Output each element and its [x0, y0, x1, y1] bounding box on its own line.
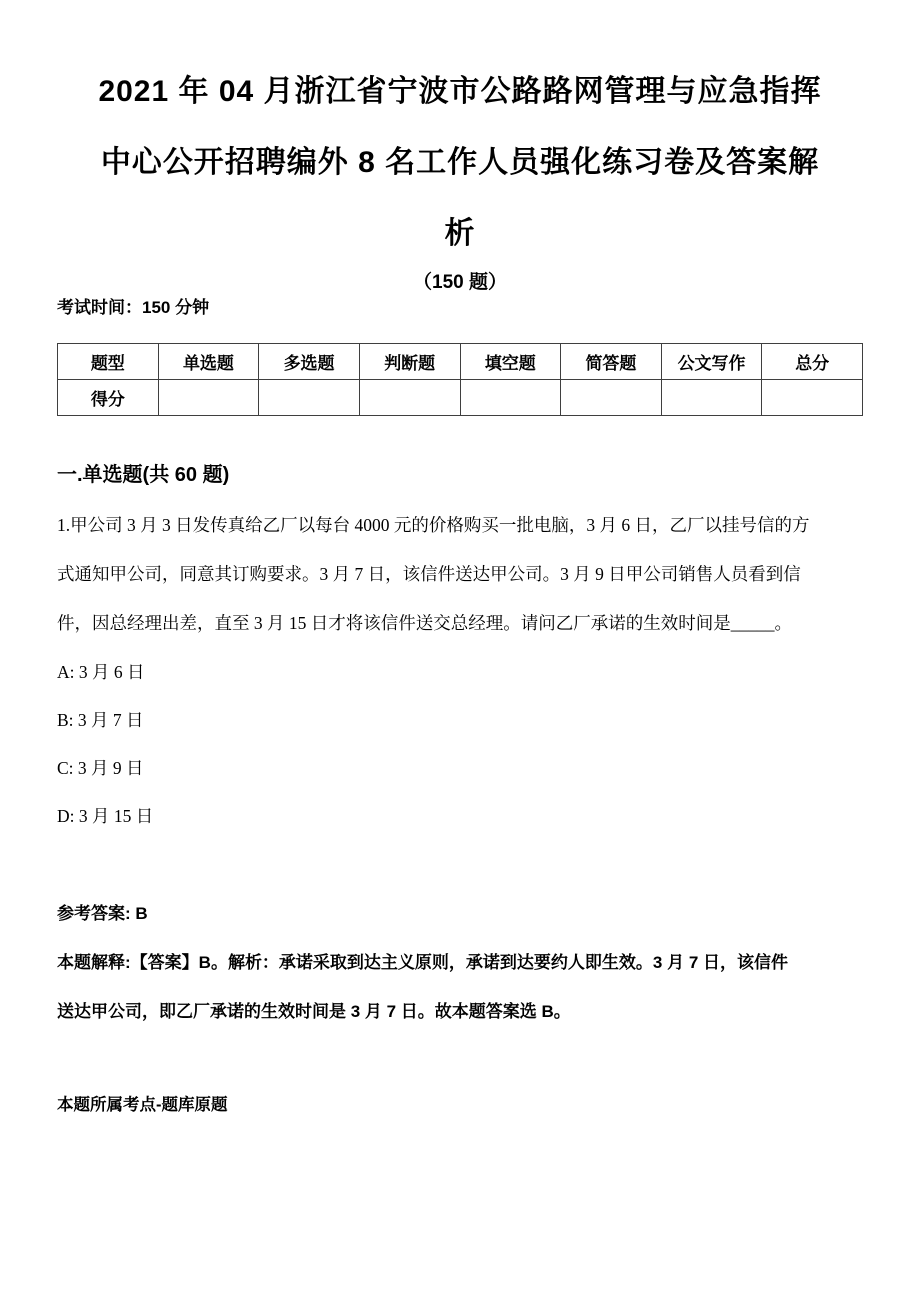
option-a: A: 3 月 6 日 — [57, 662, 145, 682]
score-table — [57, 343, 863, 416]
col-total-score: 总分 — [762, 344, 863, 380]
score-cell — [561, 380, 662, 416]
score-table-header-row — [58, 344, 863, 380]
score-cell — [158, 380, 259, 416]
col-question-type: 题型 — [58, 344, 159, 380]
score-cell — [762, 380, 863, 416]
col-single-choice: 单选题 — [158, 344, 259, 380]
page-title-line-3: 析 — [444, 217, 476, 250]
explanation-line-2: 送达甲公司，即乙厂承诺的生效时间是 3 月 7 日。故本题答案选 B。 — [57, 1002, 571, 1021]
exam-time: 考试时间：150 分钟 — [57, 298, 210, 317]
score-cell — [359, 380, 460, 416]
question-count: （150 题） — [413, 272, 507, 293]
col-multi-choice: 多选题 — [259, 344, 360, 380]
explanation-line-1: 本题解释:【答案】B。解析：承诺采取到达主义原则，承诺到达要约人即生效。3 月 7 日，该信件 — [57, 953, 789, 972]
section-heading: 一.单选题(共 60 题) — [57, 464, 230, 486]
explanation — [57, 938, 863, 1036]
options-list — [57, 648, 863, 840]
score-table-score-row — [58, 380, 863, 416]
col-short-answer: 简答题 — [561, 344, 662, 380]
col-true-false: 判断题 — [359, 344, 460, 380]
reference-answer: 参考答案: B — [57, 904, 148, 923]
question-text — [57, 501, 863, 648]
score-cell — [661, 380, 762, 416]
score-cell — [259, 380, 360, 416]
option-c: C: 3 月 9 日 — [57, 758, 144, 778]
question-line-3: 件，因总经理出差，直至 3 月 15 日才将该信件送交总经理。请问乙厂承诺的生效时间是_____。 — [57, 613, 792, 633]
question-line-1: 1.甲公司 3 月 3 日发传真给乙厂以每台 4000 元的价格购买一批电脑，3 月 6 日，乙厂以挂号信的方 — [57, 515, 810, 535]
col-official-writing: 公文写作 — [661, 344, 762, 380]
page-title-line-2: 中心公开招聘编外 8 名工作人员强化练习卷及答案解 — [100, 146, 820, 179]
question-line-2: 式通知甲公司，同意其订购要求。3 月 7 日，该信件送达甲公司。3 月 9 日甲公司销售人员看到信 — [57, 564, 801, 584]
title-block — [57, 0, 863, 269]
score-cell — [460, 380, 561, 416]
score-row-label: 得分 — [58, 380, 159, 416]
page-title-line-1: 2021 年 04 月浙江省宁波市公路路网管理与应急指挥 — [98, 75, 822, 108]
option-b: B: 3 月 7 日 — [57, 710, 144, 730]
knowledge-point-note: 本题所属考点-题库原题 — [57, 1096, 228, 1114]
col-fill-blank: 填空题 — [460, 344, 561, 380]
option-d: D: 3 月 15 日 — [57, 806, 154, 826]
